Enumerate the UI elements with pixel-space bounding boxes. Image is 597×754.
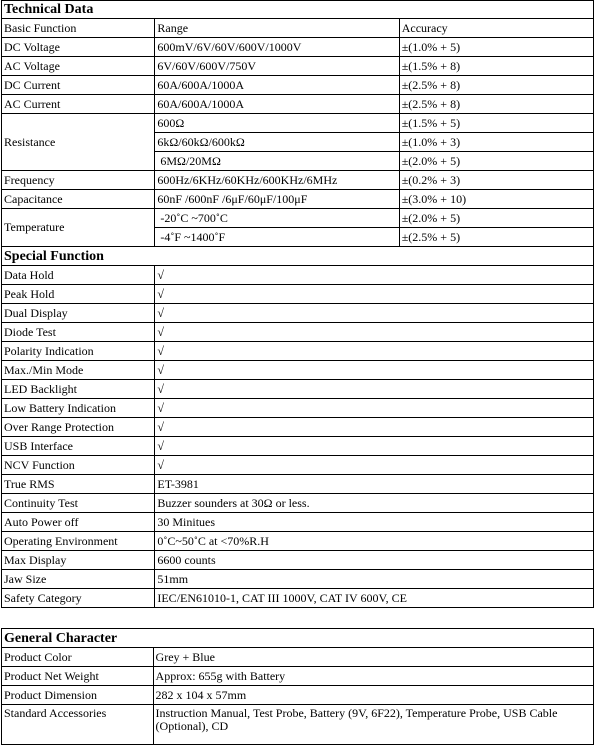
accuracy-value: ±(2.5% + 8) bbox=[399, 76, 593, 95]
feature-value: 30 Minitues bbox=[155, 513, 594, 532]
table-row bbox=[2, 323, 594, 342]
accuracy-value: ±(3.0% + 10) bbox=[399, 190, 593, 209]
checkmark: √ bbox=[155, 380, 594, 399]
table-row bbox=[2, 190, 594, 209]
accuracy-value: ±(2.5% + 8) bbox=[399, 95, 593, 114]
table-row bbox=[2, 456, 594, 475]
checkmark: √ bbox=[155, 399, 594, 418]
range-value: 6MΩ/20MΩ bbox=[155, 152, 399, 171]
function-label: Temperature bbox=[2, 209, 155, 247]
table-row bbox=[2, 285, 594, 304]
feature-label: Standard Accessories bbox=[2, 705, 154, 745]
range-value: 600Ω bbox=[155, 114, 399, 133]
checkmark: √ bbox=[155, 418, 594, 437]
feature-label: Operating Environment bbox=[2, 532, 155, 551]
spec-table-main bbox=[1, 0, 594, 608]
feature-value: Buzzer sounders at 30Ω or less. bbox=[155, 494, 594, 513]
accuracy-value: ±(1.5% + 5) bbox=[399, 114, 593, 133]
feature-label: USB Interface bbox=[2, 437, 155, 456]
checkmark: √ bbox=[155, 361, 594, 380]
feature-label: Polarity Indication bbox=[2, 342, 155, 361]
feature-label: Over Range Protection bbox=[2, 418, 155, 437]
feature-value: ET-3981 bbox=[155, 475, 594, 494]
feature-label: True RMS bbox=[2, 475, 155, 494]
checkmark: √ bbox=[155, 285, 594, 304]
range-value: -20˚C ~700˚C bbox=[155, 209, 399, 228]
table-row bbox=[2, 418, 594, 437]
function-label: DC Voltage bbox=[2, 38, 155, 57]
table-row bbox=[2, 513, 594, 532]
feature-label: Max Display bbox=[2, 551, 155, 570]
table-row bbox=[2, 437, 594, 456]
accuracy-value: ±(1.5% + 8) bbox=[399, 57, 593, 76]
table-row bbox=[2, 38, 594, 57]
table-row bbox=[2, 380, 594, 399]
range-value: -4˚F ~1400˚F bbox=[155, 228, 399, 247]
checkmark: √ bbox=[155, 456, 594, 475]
function-label: Frequency bbox=[2, 171, 155, 190]
table-row bbox=[2, 209, 594, 228]
function-label: Capacitance bbox=[2, 190, 155, 209]
general-character-heading: General Character bbox=[2, 629, 594, 648]
feature-value: 282 x 104 x 57mm bbox=[153, 686, 593, 705]
feature-label: Jaw Size bbox=[2, 570, 155, 589]
technical-data-heading: Technical Data bbox=[2, 1, 594, 19]
table-row bbox=[2, 648, 594, 667]
function-label: DC Current bbox=[2, 76, 155, 95]
table-row bbox=[2, 57, 594, 76]
checkmark: √ bbox=[155, 323, 594, 342]
range-value: 600Hz/6KHz/60KHz/600KHz/6MHz bbox=[155, 171, 399, 190]
range-value: 60nF /600nF /6μF/60μF/100μF bbox=[155, 190, 399, 209]
feature-label: Product Dimension bbox=[2, 686, 154, 705]
special-function-heading: Special Function bbox=[2, 247, 594, 266]
table-row bbox=[2, 399, 594, 418]
function-label: AC Current bbox=[2, 95, 155, 114]
checkmark: √ bbox=[155, 304, 594, 323]
feature-label: Data Hold bbox=[2, 266, 155, 285]
feature-value: IEC/EN61010-1, CAT III 1000V, CAT IV 600V, CE bbox=[155, 589, 594, 608]
table-row bbox=[2, 342, 594, 361]
feature-label: Continuity Test bbox=[2, 494, 155, 513]
feature-label: Diode Test bbox=[2, 323, 155, 342]
table-row bbox=[2, 589, 594, 608]
table-row bbox=[2, 114, 594, 133]
feature-value: Instruction Manual, Test Probe, Battery (9V, 6F22), Temperature Probe, USB Cable (Optional), CD bbox=[153, 705, 593, 745]
checkmark: √ bbox=[155, 266, 594, 285]
feature-label: Peak Hold bbox=[2, 285, 155, 304]
technical-header-row bbox=[2, 19, 594, 38]
accuracy-value: ±(2.0% + 5) bbox=[399, 152, 593, 171]
checkmark: √ bbox=[155, 437, 594, 456]
table-row bbox=[2, 532, 594, 551]
table-row bbox=[2, 76, 594, 95]
table-row bbox=[2, 95, 594, 114]
accuracy-value: ±(2.5% + 5) bbox=[399, 228, 593, 247]
accuracy-value: ±(2.0% + 5) bbox=[399, 209, 593, 228]
feature-value: Approx: 655g with Battery bbox=[153, 667, 593, 686]
feature-value: Grey + Blue bbox=[153, 648, 593, 667]
accuracy-value: ±(1.0% + 5) bbox=[399, 38, 593, 57]
feature-value: 51mm bbox=[155, 570, 594, 589]
checkmark: √ bbox=[155, 342, 594, 361]
col-header-range: Range bbox=[155, 19, 399, 38]
table-row bbox=[2, 667, 594, 686]
feature-label: Dual Display bbox=[2, 304, 155, 323]
function-label: Resistance bbox=[2, 114, 155, 171]
accuracy-value: ±(0.2% + 3) bbox=[399, 171, 593, 190]
feature-value: 6600 counts bbox=[155, 551, 594, 570]
table-row bbox=[2, 705, 594, 745]
table-row bbox=[2, 361, 594, 380]
feature-label: Product Color bbox=[2, 648, 154, 667]
function-label: AC Voltage bbox=[2, 57, 155, 76]
table-row bbox=[2, 304, 594, 323]
feature-label: NCV Function bbox=[2, 456, 155, 475]
table-row bbox=[2, 570, 594, 589]
table-row bbox=[2, 475, 594, 494]
col-header-function: Basic Function bbox=[2, 19, 155, 38]
table-row bbox=[2, 266, 594, 285]
feature-label: LED Backlight bbox=[2, 380, 155, 399]
feature-label: Product Net Weight bbox=[2, 667, 154, 686]
feature-value: 0˚C~50˚C at <70%R.H bbox=[155, 532, 594, 551]
range-value: 600mV/6V/60V/600V/1000V bbox=[155, 38, 399, 57]
table-row bbox=[2, 494, 594, 513]
feature-label: Low Battery Indication bbox=[2, 399, 155, 418]
col-header-accuracy: Accuracy bbox=[399, 19, 593, 38]
table-row bbox=[2, 686, 594, 705]
table-row bbox=[2, 551, 594, 570]
range-value: 60A/600A/1000A bbox=[155, 95, 399, 114]
accuracy-value: ±(1.0% + 3) bbox=[399, 133, 593, 152]
spec-table-general bbox=[1, 628, 594, 745]
range-value: 6kΩ/60kΩ/600kΩ bbox=[155, 133, 399, 152]
range-value: 60A/600A/1000A bbox=[155, 76, 399, 95]
table-row bbox=[2, 171, 594, 190]
feature-label: Auto Power off bbox=[2, 513, 155, 532]
feature-label: Max./Min Mode bbox=[2, 361, 155, 380]
feature-label: Safety Category bbox=[2, 589, 155, 608]
range-value: 6V/60V/600V/750V bbox=[155, 57, 399, 76]
